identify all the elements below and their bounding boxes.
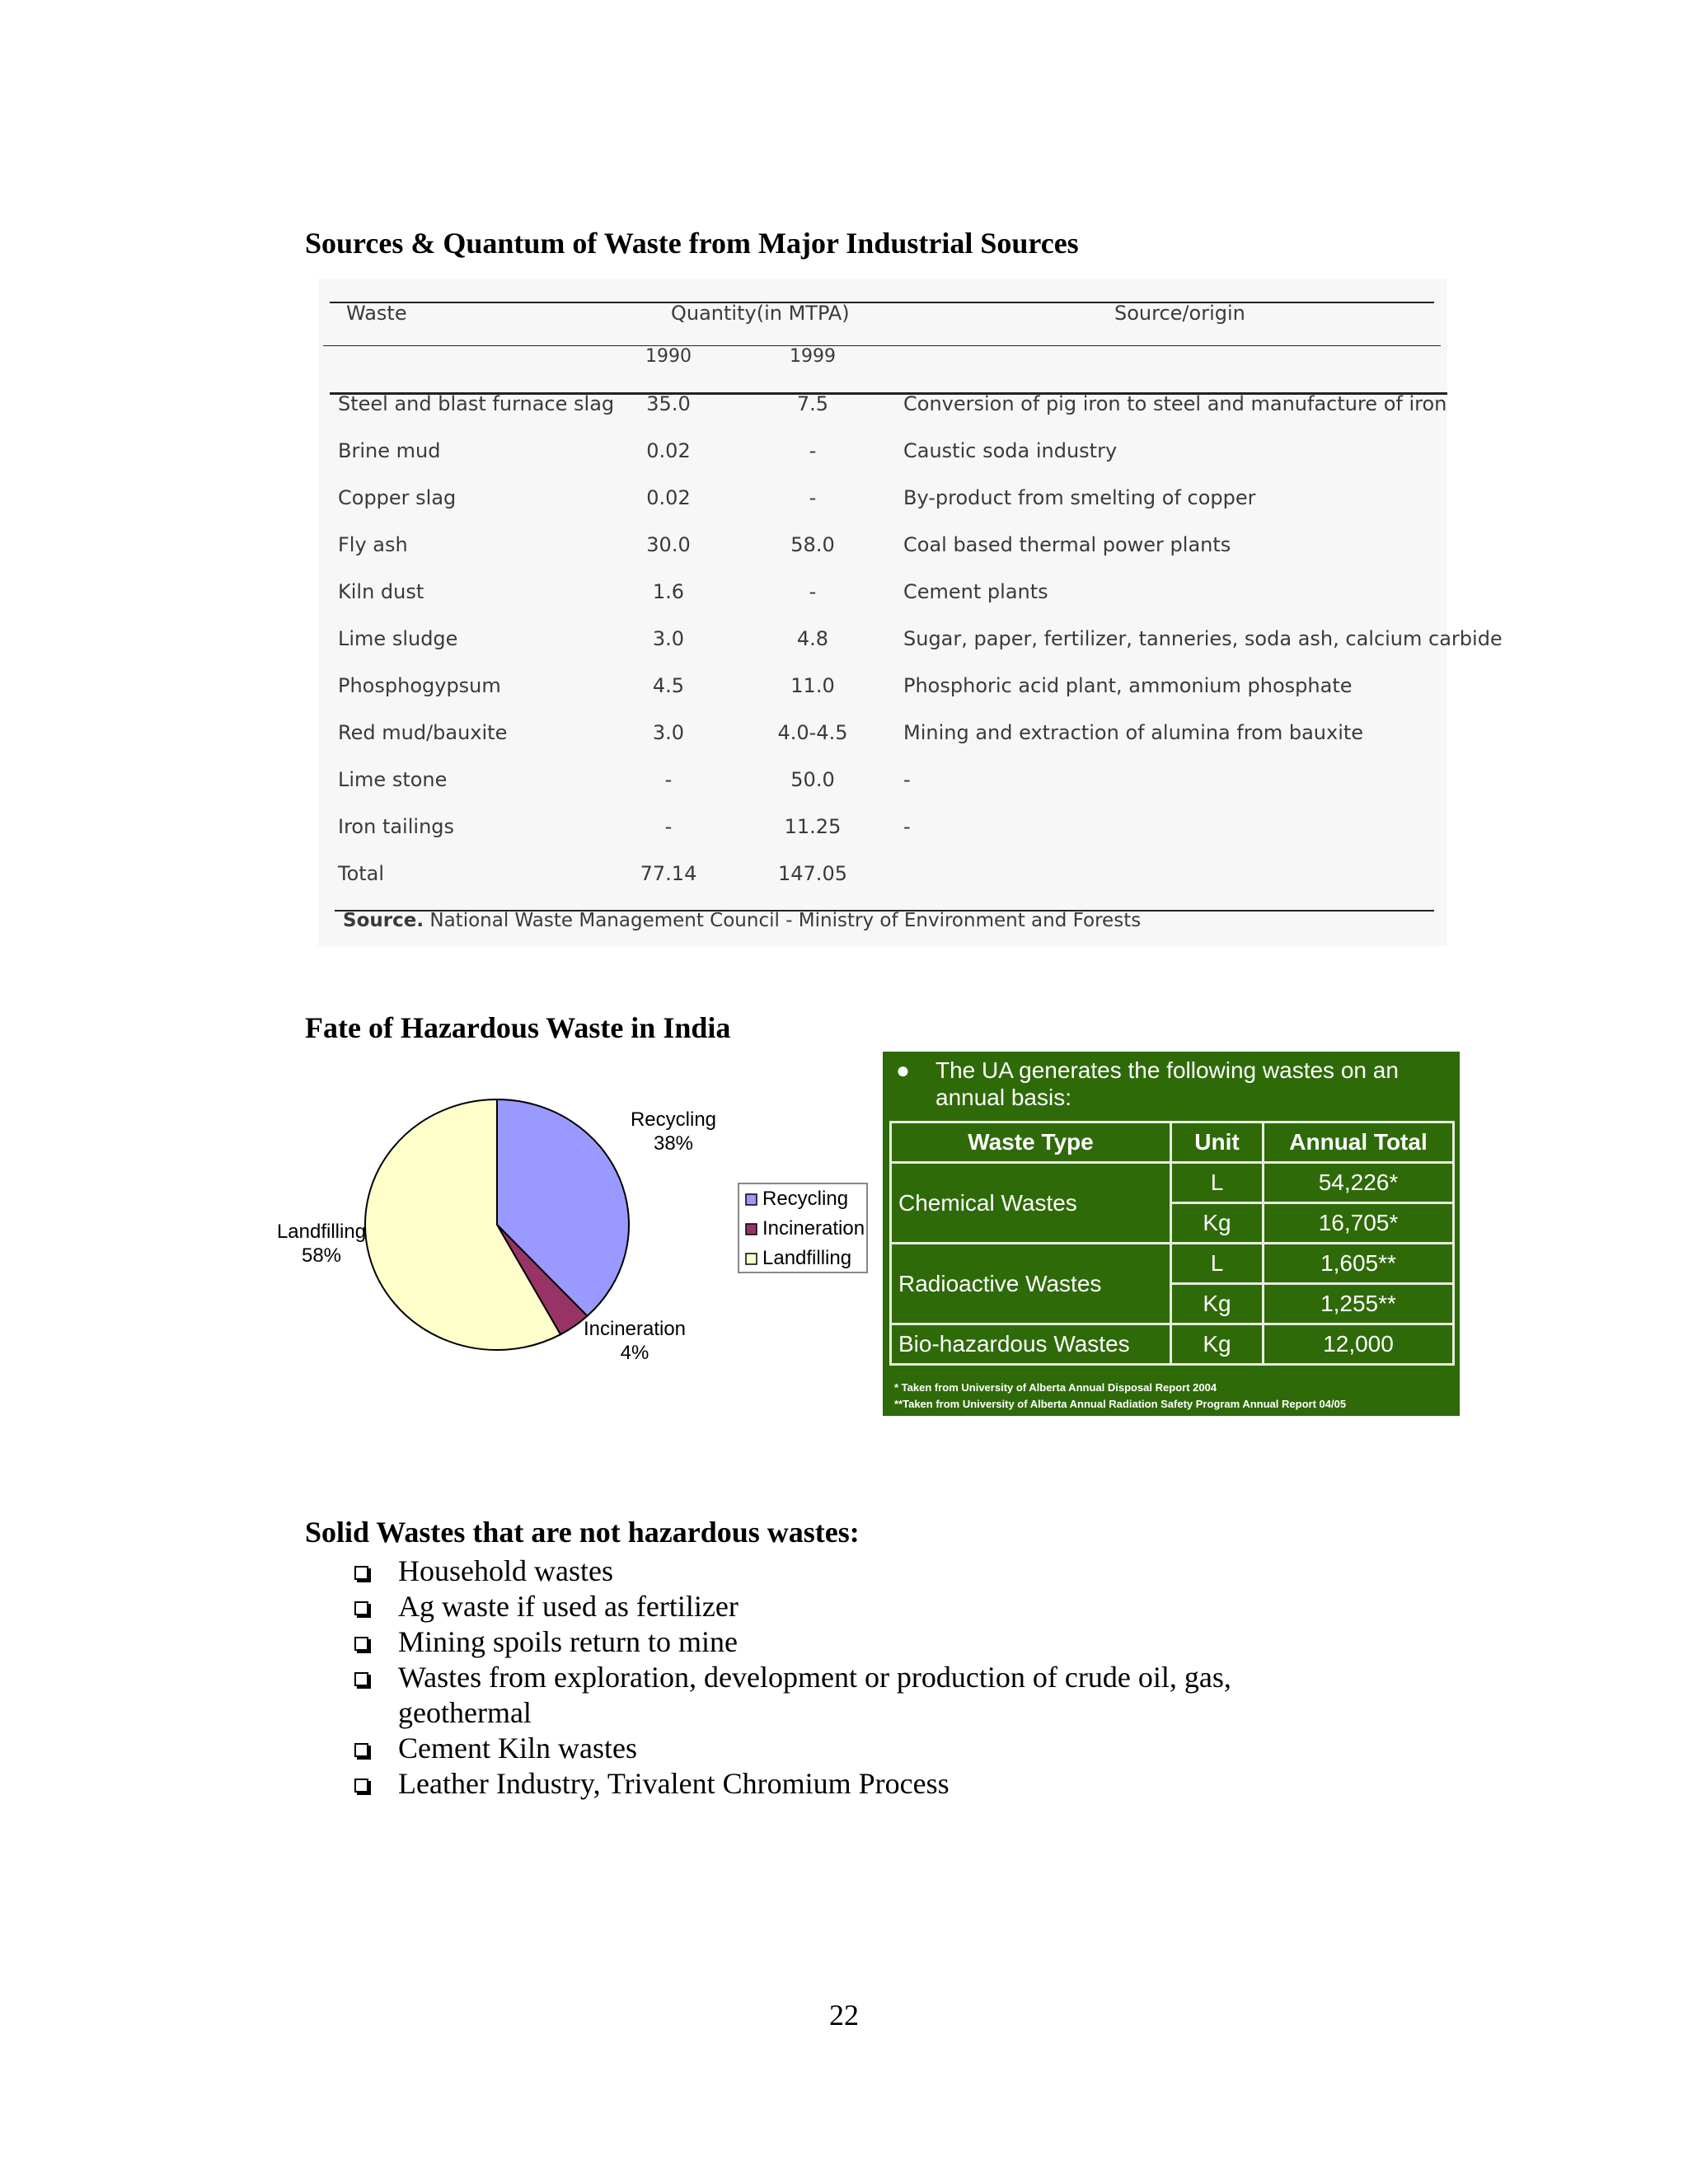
ua-unit: L — [1171, 1244, 1264, 1284]
checkbox-bullet-icon — [354, 1637, 368, 1651]
hazardous-waste-pie-chart — [264, 1063, 898, 1393]
ua-footnote-1: * Taken from University of Alberta Annual Disposal Report 2004 — [894, 1381, 1217, 1394]
waste-source: - — [903, 815, 911, 838]
solid-wastes-list — [351, 1554, 1423, 1802]
ua-intro-text: The UA generates the following wastes on an annual basis: — [935, 1057, 1399, 1110]
waste-name: Lime stone — [338, 768, 448, 791]
ua-header-unit: Unit — [1171, 1122, 1264, 1163]
ua-intro — [896, 1057, 1448, 1111]
header-quantity: Quantity(in MTPA) — [671, 302, 850, 325]
waste-name: Red mud/bauxite — [338, 721, 508, 744]
waste-name: Brine mud — [338, 439, 441, 462]
ua-footnotes — [894, 1380, 1346, 1413]
quantity-1999: 50.0 — [790, 768, 835, 791]
table-top-rule — [330, 302, 1434, 303]
header-source: Source/origin — [1114, 302, 1245, 325]
list-item-text: Mining spoils return to mine — [398, 1625, 738, 1658]
header-year-1999: 1999 — [790, 346, 836, 367]
quantity-1999: - — [809, 486, 817, 509]
quantity-1990: 1.6 — [652, 580, 685, 603]
waste-name: Iron tailings — [338, 815, 455, 838]
waste-name: Fly ash — [338, 533, 408, 556]
quantity-1999: - — [809, 439, 817, 462]
quantity-1999: 147.05 — [778, 862, 847, 885]
waste-source: Cement plants — [903, 580, 1048, 603]
checkbox-bullet-icon — [354, 1743, 368, 1757]
section-heading-industrial-waste: Sources & Quantum of Waste from Major Industrial Sources — [305, 227, 1079, 260]
quantity-1990: 0.02 — [646, 439, 691, 462]
ua-unit: Kg — [1171, 1324, 1264, 1365]
ua-total: 54,226* — [1264, 1163, 1454, 1203]
ua-unit: Kg — [1171, 1284, 1264, 1324]
section-heading-hazardous-fate: Fate of Hazardous Waste in India — [305, 1011, 731, 1044]
waste-source: Coal based thermal power plants — [903, 533, 1231, 556]
list-item-text-continued: geothermal — [398, 1696, 532, 1729]
ua-waste-type: Radioactive Wastes — [891, 1244, 1171, 1324]
data-label-landfilling — [277, 1221, 366, 1267]
ua-waste-type: Chemical Wastes — [891, 1163, 1171, 1244]
list-item-text: Wastes from exploration, development or production of crude oil, gas, — [398, 1661, 1231, 1694]
data-label-incineration — [584, 1318, 686, 1364]
list-item — [351, 1766, 1423, 1802]
list-item — [351, 1731, 1423, 1766]
checkbox-bullet-icon — [354, 1566, 368, 1580]
quantity-1990: 30.0 — [646, 533, 691, 556]
ua-header-total: Annual Total — [1264, 1122, 1454, 1163]
data-label-recycling — [631, 1108, 716, 1155]
ua-footnote-2: **Taken from University of Alberta Annual Radiation Safety Program Annual Report 04/05 — [894, 1398, 1347, 1410]
list-item-text: Cement Kiln wastes — [398, 1732, 637, 1765]
data-label-percent: 58% — [301, 1244, 342, 1267]
pie-legend — [738, 1183, 867, 1272]
legend-entry-recycling: Recycling — [762, 1188, 849, 1210]
ua-waste-table — [889, 1121, 1455, 1366]
quantity-1990: - — [664, 768, 673, 791]
waste-source: By-product from smelting of copper — [903, 486, 1256, 509]
quantity-1990: 77.14 — [640, 862, 697, 885]
ua-waste-panel — [883, 1052, 1460, 1416]
ua-total: 1,605** — [1264, 1244, 1454, 1284]
ua-header-type: Waste Type — [891, 1122, 1171, 1163]
data-label-percent: 4% — [620, 1342, 649, 1364]
waste-source: Sugar, paper, fertilizer, tanneries, soda ash, calcium carbide — [903, 627, 1503, 650]
ua-unit: L — [1171, 1163, 1264, 1203]
quantity-1990: 4.5 — [652, 674, 685, 697]
list-item — [351, 1660, 1423, 1731]
source-text: National Waste Management Council - Ministry of Environment and Forests — [429, 910, 1142, 931]
quantity-1999: 4.0-4.5 — [777, 721, 848, 744]
waste-name: Lime sludge — [338, 627, 458, 650]
waste-source: Phosphoric acid plant, ammonium phosphate — [903, 674, 1353, 697]
ua-total: 12,000 — [1264, 1324, 1454, 1365]
ua-total: 16,705* — [1264, 1203, 1454, 1244]
header-divider — [323, 345, 1441, 346]
list-item — [351, 1554, 1423, 1589]
checkbox-bullet-icon — [354, 1601, 368, 1615]
table-row — [891, 1163, 1454, 1203]
data-label-category: Recycling — [630, 1108, 717, 1131]
checkbox-bullet-icon — [354, 1672, 368, 1686]
waste-source: Caustic soda industry — [903, 439, 1118, 462]
legend-entry-landfilling: Landfilling — [762, 1247, 852, 1269]
industrial-waste-table — [318, 279, 1503, 946]
quantity-1990: 35.0 — [646, 392, 691, 415]
quantity-1990: 0.02 — [646, 486, 691, 509]
legend-swatch-recycling — [746, 1194, 757, 1205]
list-item — [351, 1589, 1423, 1624]
quantity-1999: 7.5 — [796, 392, 829, 415]
table-row — [891, 1244, 1454, 1284]
table-row — [891, 1324, 1454, 1365]
quantity-1990: 3.0 — [652, 721, 685, 744]
legend-swatch-landfilling — [746, 1254, 757, 1264]
quantity-1990: 3.0 — [652, 627, 685, 650]
source-label: Source. — [343, 910, 424, 931]
waste-source: Conversion of pig iron to steel and manufacture of iron — [903, 392, 1447, 415]
legend-swatch-incineration — [746, 1224, 757, 1235]
quantity-1999: - — [809, 580, 817, 603]
data-label-category: Incineration — [583, 1318, 687, 1340]
waste-name: Copper slag — [338, 486, 457, 509]
pie-slices — [365, 1099, 629, 1350]
quantity-1999: 11.25 — [784, 815, 842, 838]
quantity-1990: - — [664, 815, 673, 838]
list-item-text: Ag waste if used as fertilizer — [398, 1590, 738, 1623]
bullet-icon: ● — [896, 1057, 910, 1083]
data-label-category: Landfilling — [276, 1221, 367, 1243]
header-year-1990: 1990 — [645, 346, 692, 367]
waste-source: - — [903, 768, 911, 791]
waste-name: Phosphogypsum — [338, 674, 501, 697]
table-source-note — [343, 910, 1141, 931]
list-item-text: Household wastes — [398, 1554, 613, 1587]
quantity-1999: 4.8 — [796, 627, 829, 650]
ua-unit: Kg — [1171, 1203, 1264, 1244]
ua-total: 1,255** — [1264, 1284, 1454, 1324]
quantity-1999: 58.0 — [790, 533, 835, 556]
quantity-1999: 11.0 — [790, 674, 835, 697]
waste-source: Mining and extraction of alumina from bauxite — [903, 721, 1364, 744]
waste-name: Steel and blast furnace slag — [338, 392, 615, 415]
ua-waste-type: Bio-hazardous Wastes — [891, 1324, 1171, 1365]
ua-table-header-row — [891, 1122, 1454, 1163]
data-label-percent: 38% — [653, 1132, 694, 1155]
list-item-text: Leather Industry, Trivalent Chromium Process — [398, 1767, 950, 1800]
section-heading-solid-wastes: Solid Wastes that are not hazardous wastes: — [305, 1516, 860, 1549]
waste-name: Kiln dust — [338, 580, 424, 603]
list-item — [351, 1624, 1423, 1660]
page-number: 22 — [829, 1999, 859, 2032]
legend-entry-incineration: Incineration — [762, 1217, 865, 1240]
checkbox-bullet-icon — [354, 1779, 368, 1793]
header-waste: Waste — [346, 302, 407, 325]
waste-name: Total — [338, 862, 385, 885]
